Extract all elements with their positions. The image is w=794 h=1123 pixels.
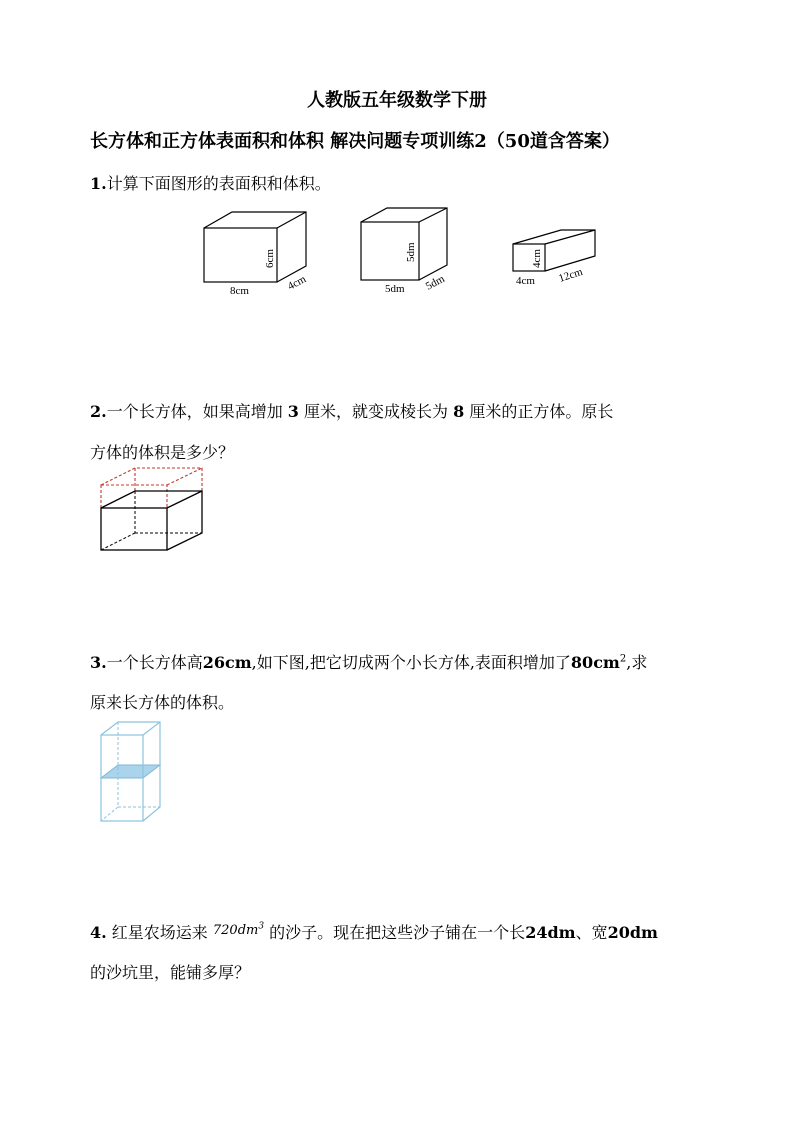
question-number: 3. xyxy=(90,653,107,672)
question-text: 一个长方体高 xyxy=(106,653,203,672)
question-number-value: 8 xyxy=(453,402,465,421)
cube-2-length-label: 5dm xyxy=(385,283,405,295)
cube-2-width-label: 5dm xyxy=(423,272,447,293)
cuboid-3-height-label: 4cm xyxy=(531,249,543,268)
question-number: 1. xyxy=(90,174,107,193)
question-2-line-2: 方体的体积是多少？ xyxy=(90,443,235,462)
page-subtitle: 长方体和正方体表面积和体积 解决问题专项训练2（50道含答案） xyxy=(90,131,620,152)
question-2 xyxy=(90,399,613,422)
superscript: 3 xyxy=(258,921,265,932)
question-4 xyxy=(90,920,658,943)
cut-cuboid-figure xyxy=(101,722,160,821)
question-text: ,如下图,把它切成两个小长方体,表面积增加了 xyxy=(251,653,571,672)
cuboid-figure-1 xyxy=(204,212,306,282)
question-text: 的沙子。现在把这些沙子铺在一个长 xyxy=(264,923,526,942)
superscript: 2 xyxy=(619,653,627,665)
question-text: 计算下面图形的表面积和体积。 xyxy=(106,174,331,193)
question-number: 4. xyxy=(90,923,107,942)
cube-figure-2 xyxy=(361,208,447,280)
cuboid-1-width-label: 4cm xyxy=(285,273,309,293)
question-number-value: 24dm xyxy=(525,923,576,942)
question-text: 厘米的正方体。原长 xyxy=(464,402,614,421)
question-number-value: 20dm xyxy=(607,923,658,942)
question-text: 一个长方体，如果高增加 xyxy=(106,402,288,421)
question-number-value: 26cm xyxy=(202,653,252,672)
math-expression xyxy=(213,923,264,938)
cuboid-extension-figure xyxy=(101,468,202,550)
cuboid-figure-3 xyxy=(513,230,595,271)
cuboid-3-width-label: 12cm xyxy=(557,265,585,285)
question-3 xyxy=(90,650,647,673)
question-number-value: 80cm xyxy=(570,653,620,672)
question-text: 红星农场运来 xyxy=(111,923,213,942)
question-number: 2. xyxy=(90,402,107,421)
cuboid-1-height-label: 6cm xyxy=(264,249,276,268)
question-text: 厘米，就变成棱长为 xyxy=(298,402,454,421)
question-text: 、宽 xyxy=(575,923,608,942)
question-text: ,求 xyxy=(626,653,648,672)
cuboid-3-length-label: 4cm xyxy=(516,275,535,287)
cube-2-height-label: 5dm xyxy=(405,242,417,262)
math-value: 720dm xyxy=(212,923,259,938)
page-title: 人教版五年级数学下册 xyxy=(307,90,487,111)
question-number-value: 3 xyxy=(287,402,299,421)
question-4-line-2: 的沙坑里，能铺多厚？ xyxy=(90,963,251,982)
question-3-line-2: 原来长方体的体积。 xyxy=(90,693,235,712)
cuboid-1-length-label: 8cm xyxy=(230,285,249,297)
